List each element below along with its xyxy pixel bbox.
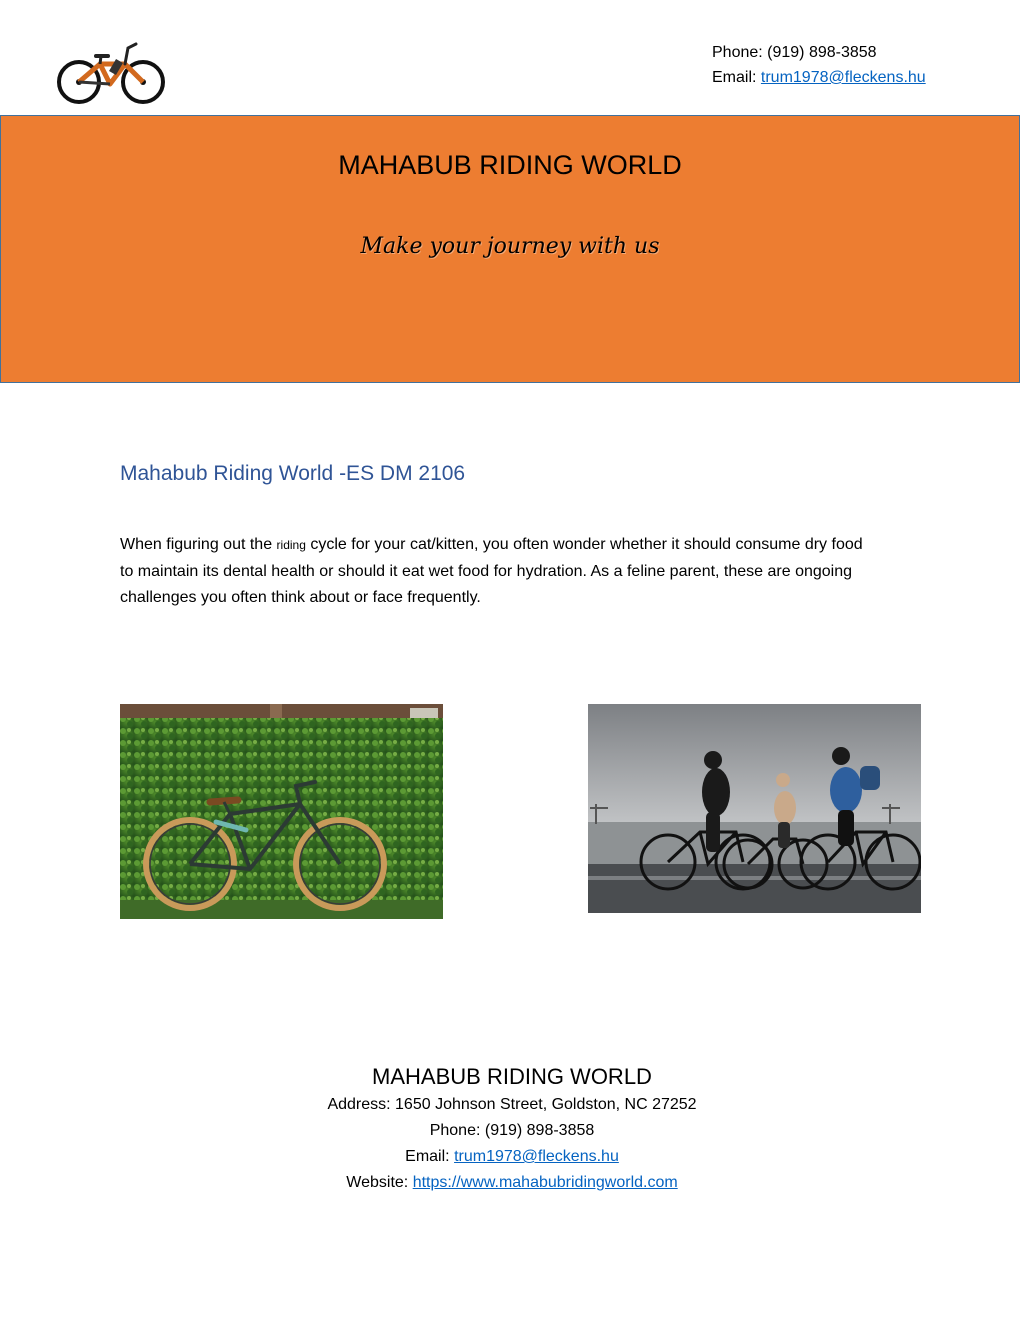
header-contact [712,40,926,90]
vintage-bicycle-photo [120,704,443,919]
hero-banner [0,115,1020,383]
paragraph-text-start: When figuring out the [120,536,277,553]
footer-email-link[interactable]: trum1978@fleckens.hu [454,1148,619,1165]
footer-website-link[interactable]: https://www.mahabubridingworld.com [412,1174,678,1191]
footer [0,1062,1024,1196]
paragraph-text-end: cycle for your cat/kitten, you often wonder whether it should consume dry food to maintain its dental health or should it eat wet food for hydration. As a feline parent, these are ongoing challenges you often think about or face frequently. [120,536,863,606]
header-email-link[interactable]: trum1978@fleckens.hu [760,69,926,86]
footer-website-row [0,1170,1024,1196]
article-heading: Mahabub Riding World -ES DM 2106 [120,462,466,485]
header-email-label: Email: [712,69,761,86]
footer-email-row [0,1144,1024,1170]
footer-email-label: Email: [405,1148,455,1165]
cyclists-on-road-photo [588,704,921,913]
banner-title: MAHABUB RIDING WORLD [338,150,682,180]
footer-website-label: Website: [346,1174,413,1191]
footer-phone: Phone: (919) 898-3858 [429,1122,595,1139]
paragraph-small-word: riding [276,538,306,552]
article-paragraph [120,532,880,612]
footer-address: Address: 1650 Johnson Street, Goldston, NC 27252 [327,1096,697,1113]
banner-tagline: Make your journey with us [360,234,660,259]
bicycle-logo-icon [52,38,168,108]
header-phone: Phone: (919) 898-3858 [712,44,877,61]
header-email-row [712,65,926,90]
footer-title: MAHABUB RIDING WORLD [372,1064,652,1089]
